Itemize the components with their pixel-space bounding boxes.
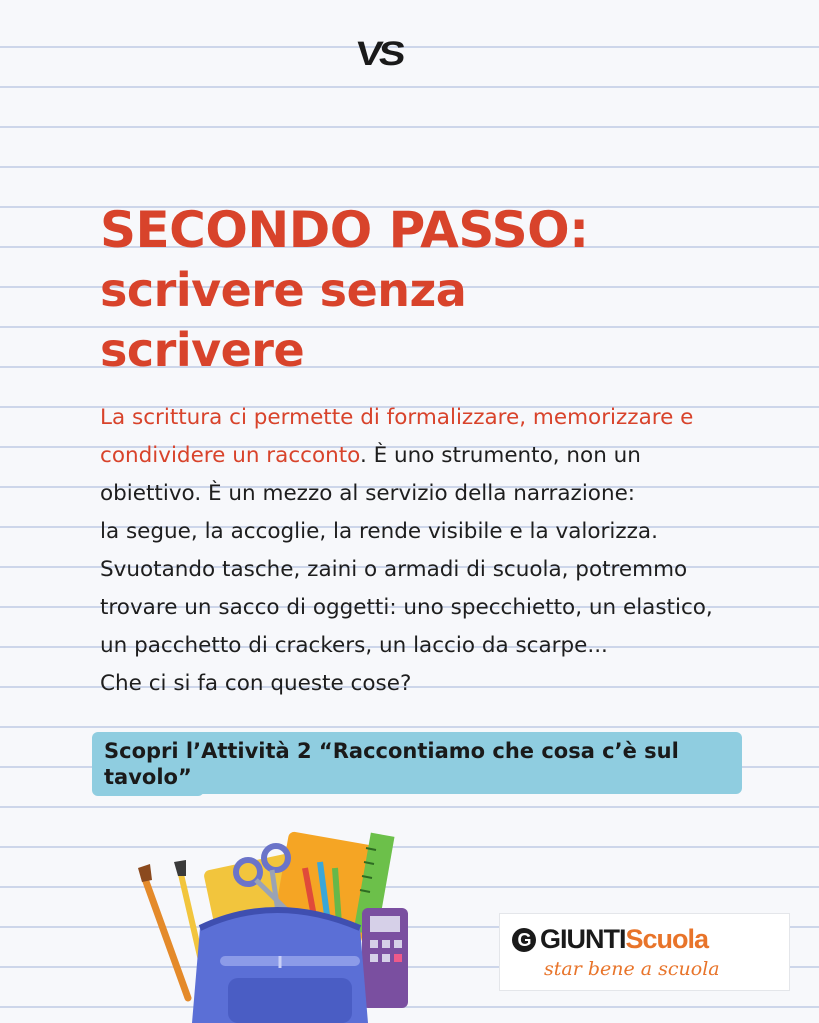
title-line-3: scrivere xyxy=(100,323,305,377)
brand-tagline: star bene a scuola xyxy=(544,958,720,980)
brand-name-accent: Scuola xyxy=(625,924,709,954)
brand-name-main: GIUNTI xyxy=(540,924,626,954)
giunti-scuola-logo xyxy=(500,914,789,990)
body-line-7: un pacchetto di crackers, un laccio da scarpe... xyxy=(100,633,608,658)
school-backpack-illustration xyxy=(130,828,430,1023)
backpack-icon xyxy=(192,908,368,1023)
callout-line-1: Scopri l’Attività 2 “Raccontiamo che cosa c’è sul xyxy=(104,739,679,763)
body-line-3: obiettivo. È un mezzo al servizio della narrazione: xyxy=(100,481,636,506)
body-paragraph xyxy=(100,399,800,703)
callout-line-2: tavolo” xyxy=(104,765,192,789)
body-line-4: la segue, la accoglie, la rende visibile e la valorizza. xyxy=(100,519,658,544)
page-title xyxy=(100,200,589,380)
vs-logo: VS xyxy=(354,35,404,73)
title-line-2: scrivere senza xyxy=(100,263,467,317)
body-line-8: Che ci si fa con queste cose? xyxy=(100,671,412,696)
giunti-g-icon: G xyxy=(512,928,536,952)
activity-callout xyxy=(92,732,742,794)
calculator-icon xyxy=(362,908,408,1008)
body-line-5: Svuotando tasche, zaini o armadi di scuola, potremmo xyxy=(100,557,688,582)
title-line-1: SECONDO PASSO: xyxy=(100,201,589,259)
body-accent-2: condividere un racconto xyxy=(100,443,360,468)
brand-name xyxy=(512,924,708,955)
body-line-6: trovare un sacco di oggetti: uno specchietto, un elastico, xyxy=(100,595,713,620)
body-accent-1: La scrittura ci permette di formalizzare, memorizzare e xyxy=(100,405,694,430)
body-line-2-rest: . È uno strumento, non un xyxy=(359,443,641,468)
